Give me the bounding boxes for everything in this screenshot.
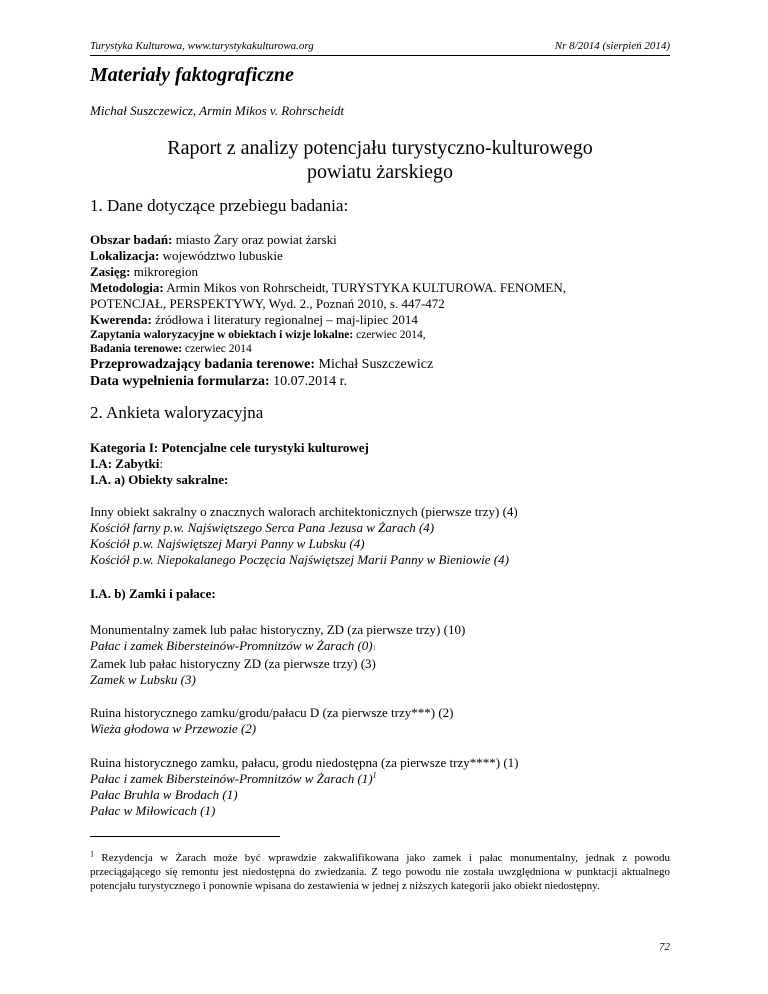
group-title-sacral: I.A. a) Obiekty sakralne: <box>90 472 229 487</box>
meta-row: Lokalizacja: województwo lubuskie <box>90 248 283 263</box>
meta-row: Metodologia: Armin Mikos von Rohrscheidt, TURYSTYKA KULTUROWA. FENOMEN, <box>90 280 566 295</box>
footnote-text: Rezydencja w Żarach może być wprawdzie zakwalifikowana jako zamek i pałac monumentalny, jednak z powodu przeciągającego się remontu jest niedostępna do zwiedzania. Z tego powodu nie została uwzględniona w punktacji aktualnego potencjału turystycznego i ponownie wpisana do zestawienia w jednej z niższych kategorii jako obiekt niedostępny. <box>90 852 670 892</box>
header-issue: Nr 8/2014 (sierpień 2014) <box>554 40 670 52</box>
list-item: Pałac i zamek Bibersteinów-Promnitzów w Żarach (0) <box>90 638 373 653</box>
castles-group-3 <box>90 755 670 819</box>
heading-survey: 2. Ankieta waloryzacyjna <box>90 403 264 422</box>
category-title: Kategoria I: Potencjalne cele turystyki kulturowej <box>90 440 369 455</box>
criterion: Monumentalny zamek lub pałac historyczny, ZD (za pierwsze trzy) (10) <box>90 622 466 637</box>
report-title <box>90 136 670 184</box>
criterion: Zamek lub pałac historyczny ZD (za pierwsze trzy) (3) <box>90 656 376 671</box>
meta-row: POTENCJAŁ, PERSPEKTYWY, Wyd. 2., Poznań 2010, s. 447-472 <box>90 296 445 311</box>
castles-group-2 <box>90 705 670 737</box>
report-title-line2: powiatu żarskiego <box>306 161 454 183</box>
footnote-divider <box>90 836 280 837</box>
castles-group-1 <box>90 622 670 688</box>
list-item: Pałac i zamek Bibersteinów-Promnitzów w Żarach (1) <box>90 771 373 786</box>
subcategory-title: I.A: Zabytki <box>90 456 160 471</box>
criterion: Ruina historycznego zamku, pałacu, grodu niedostępna (za pierwsze trzy****) (1) <box>90 755 519 770</box>
footnote-mark: 1 <box>90 849 94 859</box>
meta-row: Badania terenowe: czerwiec 2014 <box>90 343 252 355</box>
list-item: Wieża głodowa w Przewozie (2) <box>90 721 257 736</box>
meta-row: Przeprowadzający badania terenowe: Michał Suszczewicz <box>90 357 434 372</box>
list-item: Zamek w Lubsku (3) <box>90 672 196 687</box>
list-item: Pałac Bruhla w Brodach (1) <box>90 787 238 802</box>
criterion: Inny obiekt sakralny o znacznych walorach architektonicznych (pierwsze trzy) (4) <box>90 504 518 519</box>
list-item: Pałac w Miłowicach (1) <box>90 803 216 818</box>
criterion: Ruina historycznego zamku/grodu/pałacu D (za pierwsze trzy***) (2) <box>90 705 454 720</box>
meta-row: Kwerenda: źródłowa i literatury regionalnej – maj-lipiec 2014 <box>90 312 418 327</box>
footnote-ref[interactable]: 1 <box>372 644 377 652</box>
meta-row: Zasięg: mikroregion <box>90 264 198 279</box>
report-title-line1: Raport z analizy potencjału turystyczno-kulturowego <box>167 137 593 159</box>
header-journal: Turystyka Kulturowa, www.turystykakulturowa.org <box>90 40 314 52</box>
heading-study-data: 1. Dane dotyczące przebiegu badania: <box>90 196 349 215</box>
group-title-castles: I.A. b) Zamki i pałace: <box>90 586 216 601</box>
list-item: Kościół p.w. Najświętszej Maryi Panny w Lubsku (4) <box>90 536 365 551</box>
study-meta <box>90 232 670 390</box>
footnote <box>90 851 670 893</box>
sacral-list <box>90 504 670 568</box>
list-item: Kościół p.w. Niepokalanego Poczęcia Najświętszej Marii Panny w Bieniowie (4) <box>90 552 509 567</box>
running-header <box>90 40 670 56</box>
section-title: Materiały faktograficzne <box>90 64 294 86</box>
meta-row: Zapytania waloryzacyjne w obiektach i wizje lokalne: czerwiec 2014, <box>90 329 426 341</box>
meta-row: Data wypełnienia formularza: 10.07.2014 r. <box>90 374 348 389</box>
list-item: Kościół farny p.w. Najświętszego Serca Pana Jezusa w Żarach (4) <box>90 520 435 535</box>
page-number: 72 <box>659 941 670 953</box>
category-heading: Kategoria I: Potencjalne cele turystyki kulturowej I.A: Zabytki: I.A. a) Obiekty sakralne: <box>90 440 369 487</box>
footnote-ref[interactable]: 1 <box>372 770 377 780</box>
authors: Michał Suszczewicz, Armin Mikos v. Rohrscheidt <box>90 103 345 118</box>
meta-row: Obszar badań: miasto Żary oraz powiat żarski <box>90 232 337 247</box>
